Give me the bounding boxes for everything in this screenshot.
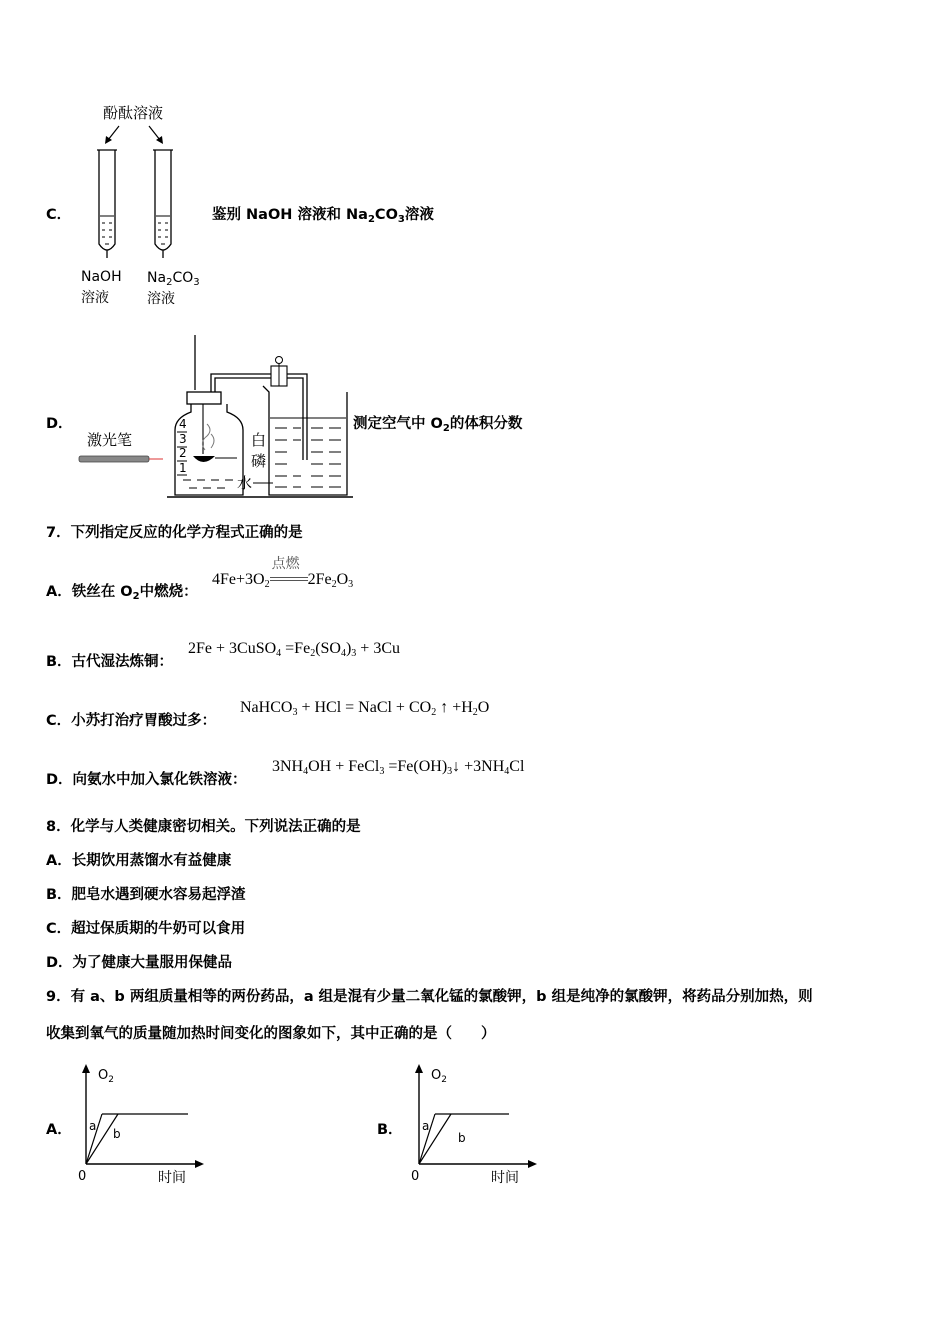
na2co3-solution-label: 溶液: [147, 291, 175, 307]
q9-graph-b: [405, 1060, 545, 1190]
naoh-label: NaOH: [81, 269, 122, 285]
series-b-label: b: [458, 1131, 466, 1145]
q8-option-b: B．肥皂水遇到硬水容易起浮渣: [46, 887, 246, 903]
question-7-stem: 7．下列指定反应的化学方程式正确的是: [46, 525, 303, 541]
test-tubes-figure: [75, 98, 215, 313]
series-b-label: b: [113, 1127, 121, 1141]
question-9-stem-line1: 9．有 a、b 两组质量相等的两份药品，a 组是混有少量二氧化锰的氯酸钾，b 组是纯净的氯酸钾，将药品分别加热，则: [46, 989, 813, 1005]
question-8-stem: 8．化学与人类健康密切相关。下列说法正确的是: [46, 819, 361, 835]
origin-label: 0: [411, 1169, 420, 1184]
origin-label: 0: [78, 1169, 87, 1184]
q7-option-d-label: D．向氨水中加入氯化铁溶液：: [46, 772, 247, 788]
scale-2: 2: [179, 446, 187, 460]
series-a-label: a: [422, 1119, 430, 1133]
q8-option-a: A．长期饮用蒸馏水有益健康: [46, 853, 232, 869]
option-d-label: D．: [46, 416, 73, 432]
q9-option-b-label: B．: [377, 1122, 403, 1138]
y-axis-label: $O_2$: [98, 1068, 114, 1085]
y-axis-label: $O_2$: [431, 1068, 447, 1085]
water-label: 水: [237, 474, 253, 492]
question-9-stem-line2: 收集到氧气的质量随加热时间变化的图象如下，其中正确的是（ ）: [46, 1026, 496, 1042]
q7-option-c-equation: NaHCO$_3$ + HCl = NaCl + $CO_2$ ↑ $+H_2O$: [240, 699, 490, 718]
q7-option-d-equation: $3NH_4OH$ + FeCl$_3$ $=Fe(OH)_3↓ +3NH_4Cl$: [272, 758, 525, 777]
q8-option-c: C．超过保质期的牛奶可以食用: [46, 921, 246, 937]
white-phosphorus-label-1: 白: [251, 431, 267, 449]
q9-option-a-label: A．: [46, 1122, 72, 1138]
phenolphthalein-label: 酚酞溶液: [103, 104, 164, 122]
x-axis-label: 时间: [158, 1170, 186, 1186]
q9-graph-a: [72, 1060, 212, 1190]
q7-option-a-label: A．铁丝在 $O_2$中燃烧：: [46, 584, 198, 602]
naoh-solution-label: 溶液: [81, 290, 109, 306]
q7-option-a-equation: $4Fe+3O_2$ 点燃 $2Fe_2O_3$: [212, 571, 353, 590]
na2co3-label: $Na_2CO_3$: [147, 270, 200, 288]
x-axis-label: 时间: [491, 1170, 519, 1186]
ignition-condition: 点燃: [271, 556, 300, 573]
q7-option-b-equation: 2Fe + 3CuSO$_4$ $=Fe_2(SO_4)_3 + 3Cu$: [188, 640, 400, 659]
scale-1: 1: [179, 461, 187, 475]
laser-pen-icon: [79, 456, 149, 462]
option-d-description: 测定空气中 $O_2$的体积分数: [353, 416, 523, 434]
q7-option-b-label: B．古代湿法炼铜：: [46, 654, 174, 670]
q7-option-c-label: C．小苏打治疗胃酸过多：: [46, 713, 217, 729]
option-c-label: C．: [46, 207, 72, 223]
scale-3: 3: [179, 432, 187, 446]
q8-option-d: D．为了健康大量服用保健品: [46, 955, 233, 971]
white-phosphorus-label-2: 磷: [251, 452, 267, 470]
scale-4: 4: [179, 417, 187, 431]
option-c-description: 鉴别 NaOH 溶液和 $Na_2CO_3$溶液: [212, 207, 434, 225]
phosphorus-apparatus-figure: [75, 330, 360, 505]
laser-pen-label: 激光笔: [87, 431, 133, 449]
series-a-label: a: [89, 1119, 97, 1133]
